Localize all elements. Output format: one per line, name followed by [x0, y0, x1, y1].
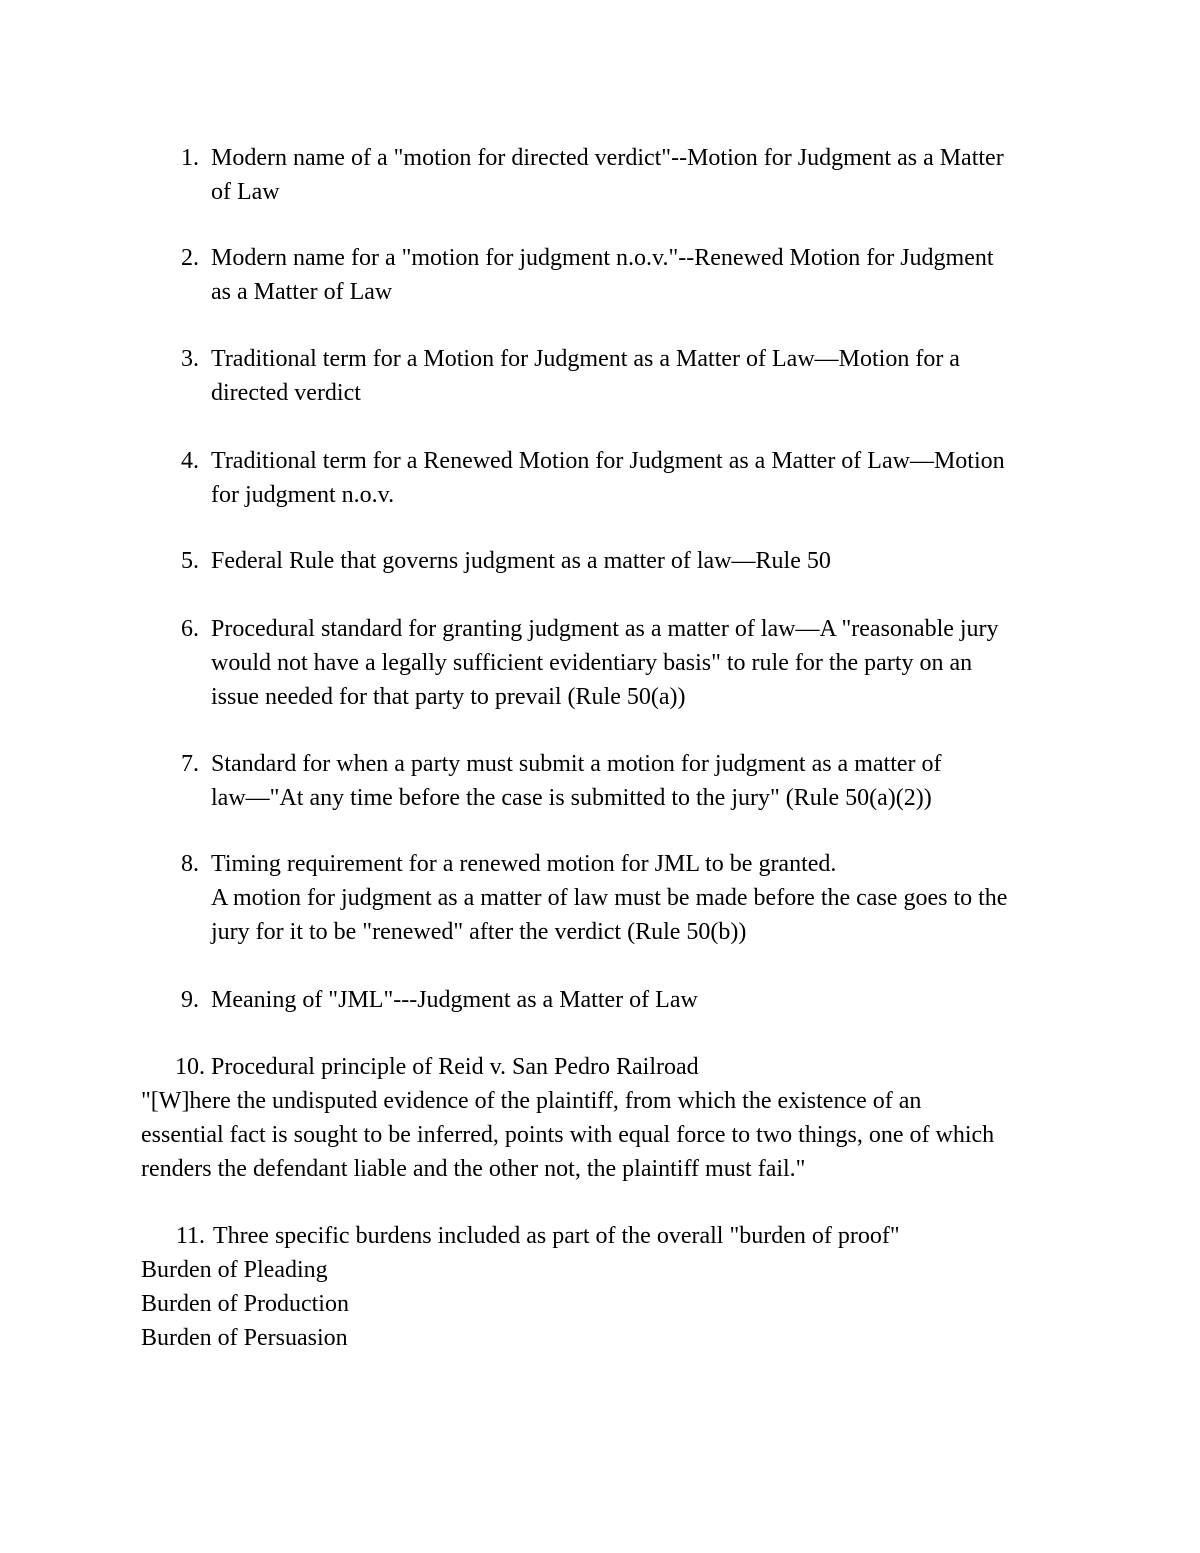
text-line: A motion for judgment as a matter of law must be made before the case goes to the [211, 885, 1008, 911]
burden-item: Burden of Production [141, 1291, 349, 1317]
list-number: 2. [181, 245, 199, 271]
text-line: directed verdict [211, 380, 361, 406]
list-item-text [211, 342, 1071, 410]
list-item-text [211, 612, 1071, 714]
text-line: Procedural standard for granting judgment as a matter of law—A "reasonable jury [211, 616, 999, 642]
list-number: 4. [181, 448, 199, 474]
list-number: 7. [181, 751, 199, 777]
text-line: Meaning of "JML"---Judgment as a Matter of Law [211, 987, 698, 1013]
text-line: Federal Rule that governs judgment as a matter of law—Rule 50 [211, 548, 831, 574]
quote-block [141, 1084, 1071, 1186]
list-item-text [211, 747, 1071, 815]
list-number: 6. [181, 616, 199, 642]
list-item-text [211, 983, 1071, 1017]
text-line: as a Matter of Law [211, 279, 393, 305]
list-item-text [211, 847, 1071, 949]
list-item-text [211, 1050, 1071, 1084]
list-item-text [211, 544, 1071, 578]
text-line: Modern name of a "motion for directed verdict"--Motion for Judgment as a Matter [211, 145, 1004, 171]
quote-line: "[W]here the undisputed evidence of the plaintiff, from which the existence of an [141, 1088, 922, 1114]
text-line: would not have a legally sufficient evidentiary basis" to rule for the party on an [211, 650, 973, 676]
list-item-text [213, 1219, 1073, 1253]
text-line: of Law [211, 179, 280, 205]
text-line: Standard for when a party must submit a motion for judgment as a matter of [211, 751, 942, 777]
list-number: 10. [175, 1054, 205, 1080]
burden-list [141, 1253, 1071, 1355]
list-number: 5. [181, 548, 199, 574]
text-line: Traditional term for a Renewed Motion for Judgment as a Matter of Law—Motion [211, 448, 1005, 474]
burden-item: Burden of Pleading [141, 1257, 328, 1283]
text-line: for judgment n.o.v. [211, 482, 395, 508]
text-line: Procedural principle of Reid v. San Pedro Railroad [211, 1054, 699, 1080]
list-number: 3. [181, 346, 199, 372]
text-line: jury for it to be "renewed" after the verdict (Rule 50(b)) [211, 919, 747, 945]
text-line: law—"At any time before the case is submitted to the jury" (Rule 50(a)(2)) [211, 785, 932, 811]
list-item-text [211, 444, 1071, 512]
list-item-text [211, 141, 1071, 209]
text-line: Traditional term for a Motion for Judgment as a Matter of Law—Motion for a [211, 346, 960, 372]
list-number: 11. [175, 1223, 205, 1249]
text-line: Timing requirement for a renewed motion for JML to be granted. [211, 851, 837, 877]
list-number: 1. [181, 145, 199, 171]
text-line: Modern name for a "motion for judgment n.o.v."--Renewed Motion for Judgment [211, 245, 994, 271]
list-number: 8. [181, 851, 199, 877]
text-line: issue needed for that party to prevail (Rule 50(a)) [211, 684, 686, 710]
burden-item: Burden of Persuasion [141, 1325, 348, 1351]
list-item-text [211, 241, 1071, 309]
text-line: Three specific burdens included as part of the overall "burden of proof" [213, 1223, 900, 1249]
quote-line: renders the defendant liable and the other not, the plaintiff must fail." [141, 1156, 806, 1182]
quote-line: essential fact is sought to be inferred, points with equal force to two things, one of which [141, 1122, 995, 1148]
list-number: 9. [181, 987, 199, 1013]
